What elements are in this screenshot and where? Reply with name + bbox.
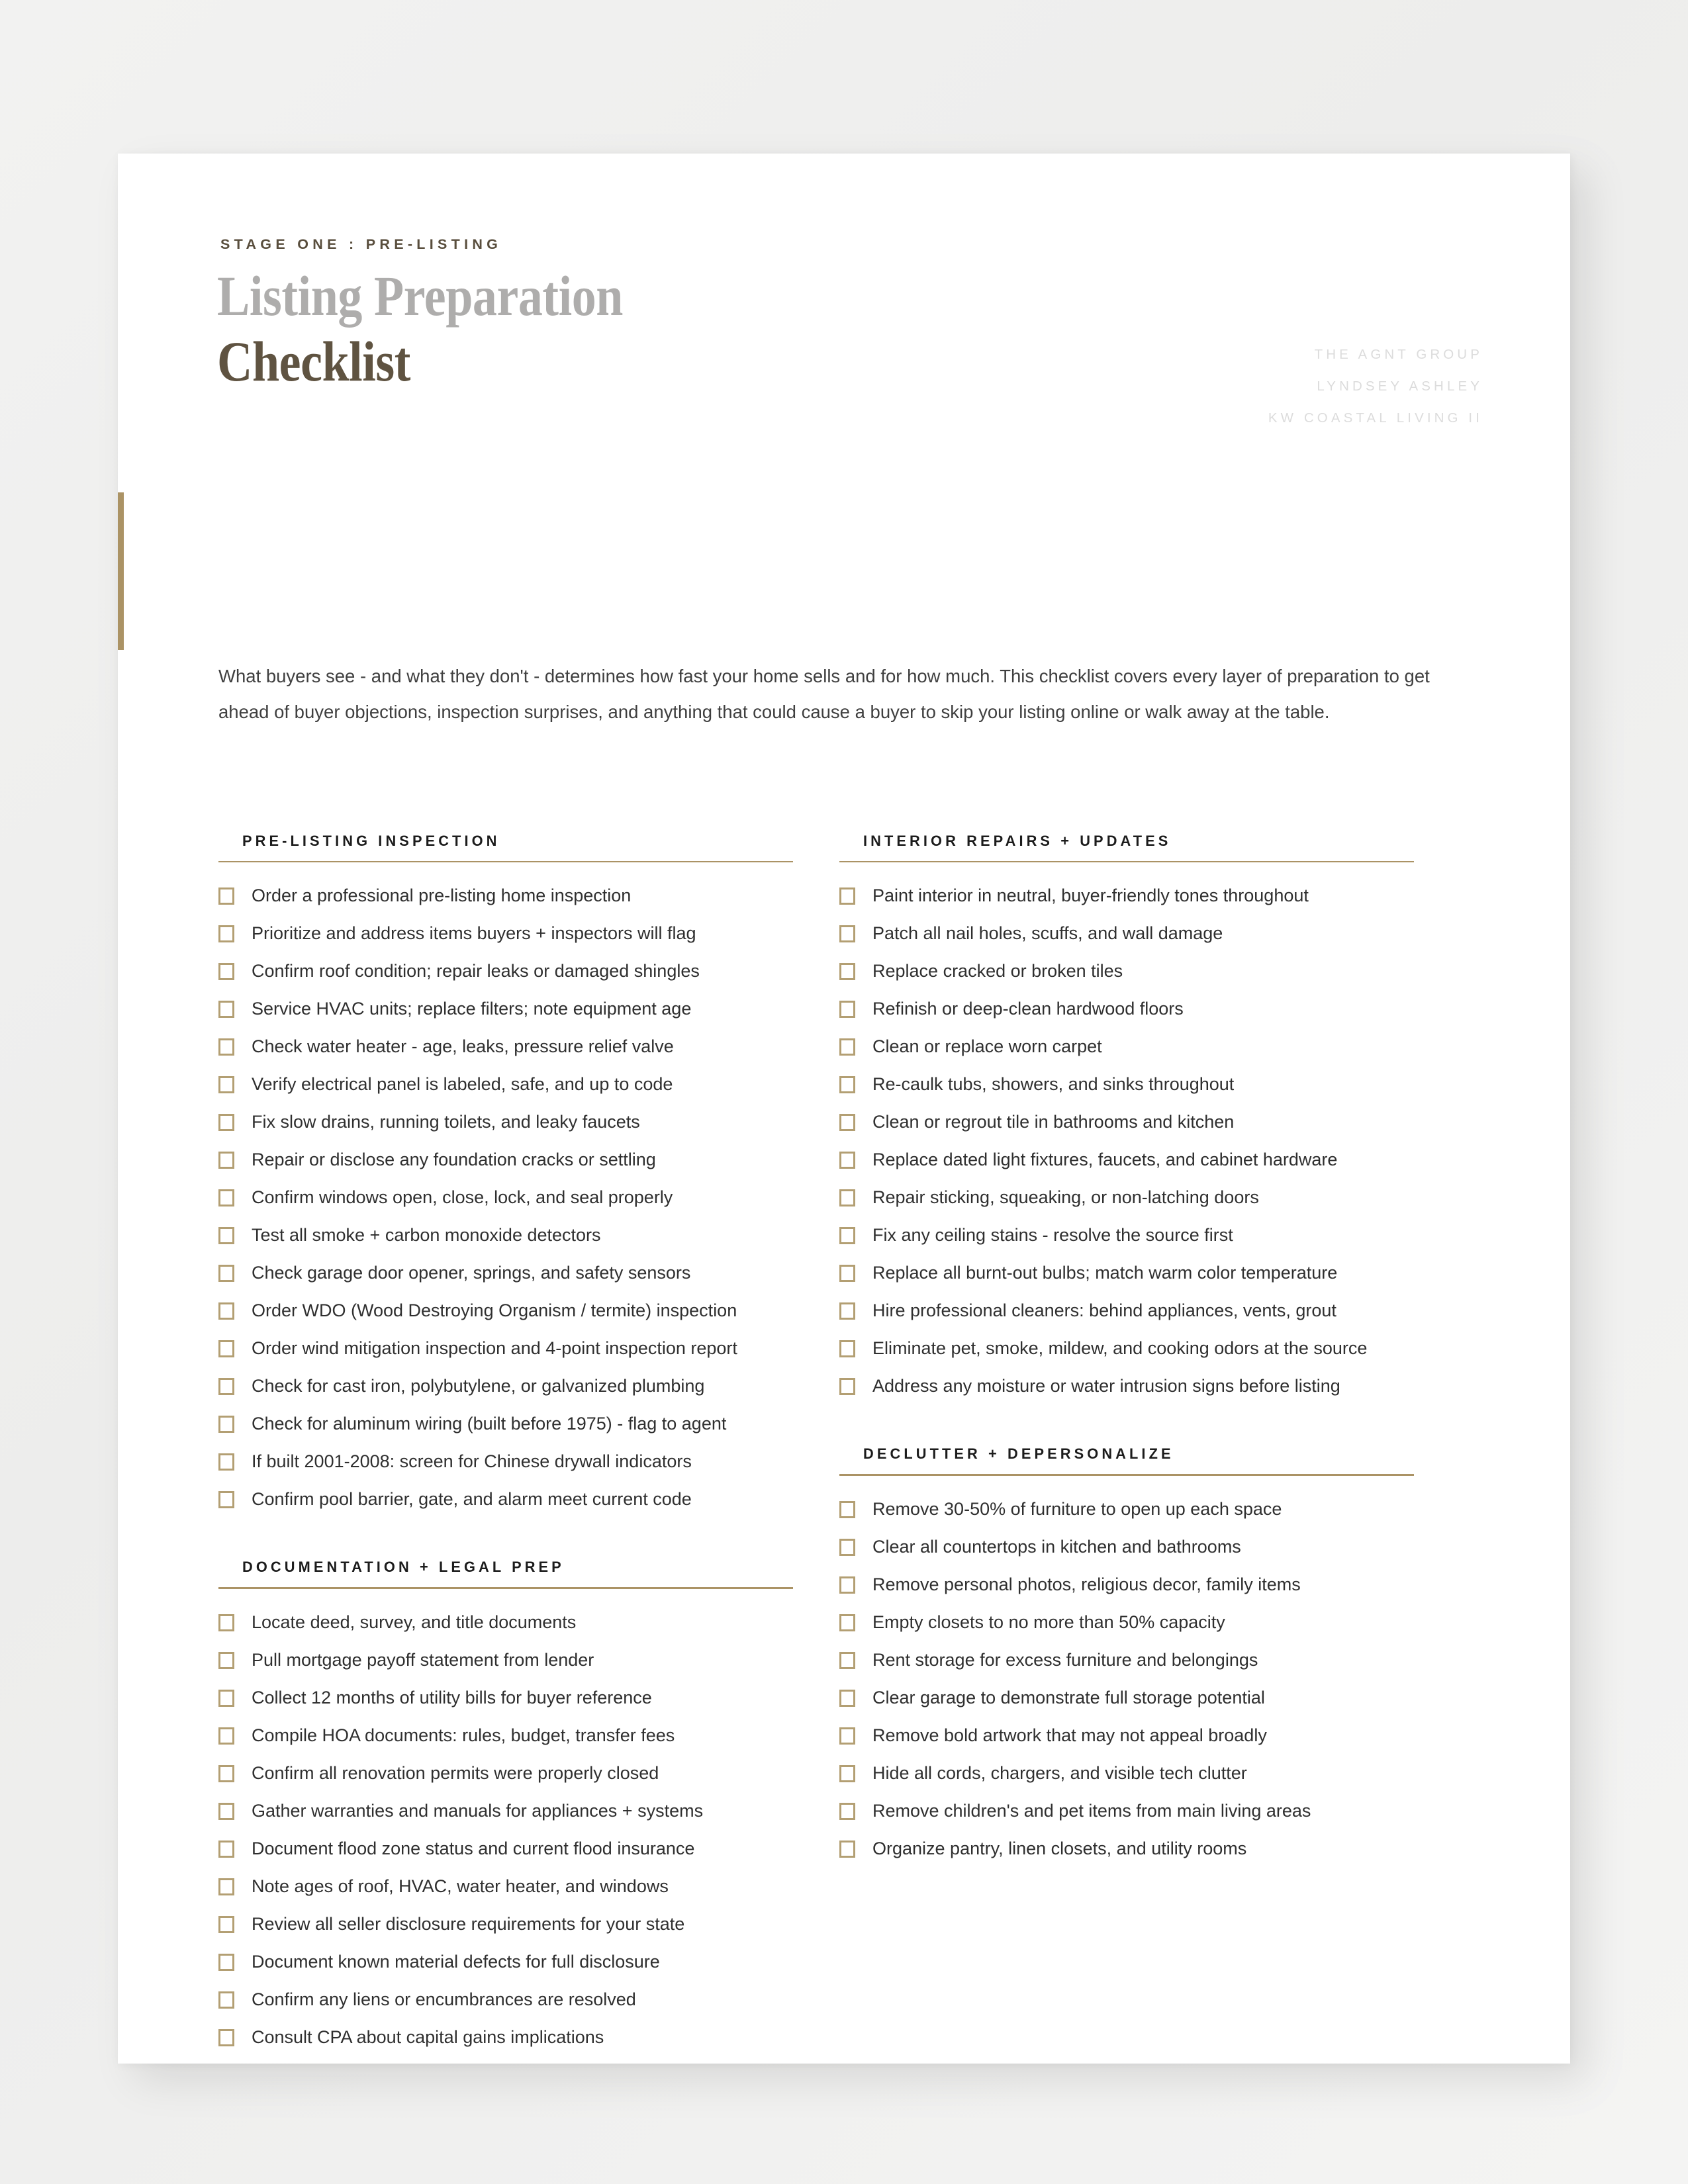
checklist-item[interactable] [839,1148,1414,1186]
checklist-items-declutter-depersonalize [839,1498,1414,1875]
checkbox-icon[interactable] [218,1652,234,1669]
checklist-item[interactable] [218,922,793,960]
checklist-item-label: Document flood zone status and current flood insurance [252,1838,695,1858]
checklist-item[interactable] [839,960,1414,997]
checklist-item[interactable] [839,1073,1414,1111]
checklist-item-label: Organize pantry, linen closets, and utility rooms [872,1838,1247,1858]
checkbox-icon[interactable] [218,1453,234,1471]
checklist-item[interactable] [218,1111,793,1148]
checklist-item-label: Consult CPA about capital gains implications [252,2026,604,2047]
checklist-item-label: Re-caulk tubs, showers, and sinks throughout [872,1074,1235,1095]
checkbox-icon[interactable] [839,1841,855,1858]
checkbox-icon[interactable] [839,887,855,905]
section-interior-repairs-updates [839,833,1414,1412]
page-title-line-1: Listing Preparation [217,264,623,328]
checklist-item[interactable] [218,1375,793,1412]
checklist-page [118,154,1570,2064]
checklist-item[interactable] [839,1186,1414,1224]
checkbox-icon[interactable] [218,2029,234,2046]
checkbox-icon[interactable] [218,1878,234,1895]
checkbox-icon[interactable] [218,1340,234,1357]
checklist-item-label: Document known material defects for full disclosure [252,1951,660,1972]
checklist-item-label: Remove bold artwork that may not appeal broadly [872,1725,1267,1745]
checklist-item-label: Verify electrical panel is labeled, safe, and up to code [252,1074,673,1095]
checklist-item[interactable] [218,1762,793,1799]
checklist-item-label: Prioritize and address items buyers + inspectors will flag [252,923,696,944]
checklist-item-label: Locate deed, survey, and title documents [252,1612,577,1632]
checklist-item[interactable] [218,997,793,1035]
checklist-item[interactable] [218,1611,793,1649]
checklist-item[interactable] [218,1875,793,1913]
checkbox-icon[interactable] [218,1001,234,1018]
checklist-item-label: Remove personal photos, religious decor, family items [872,1574,1301,1594]
checklist-item[interactable] [218,1148,793,1186]
checklist-item-label: Replace cracked or broken tiles [872,961,1123,981]
checkbox-icon[interactable] [218,1152,234,1169]
checkbox-icon[interactable] [839,963,855,980]
checklist-item-label: Remove 30-50% of furniture to open up each space [872,1498,1282,1519]
checklist-item[interactable] [218,960,793,997]
checklist-item-label: Test all smoke + carbon monoxide detectors [252,1225,601,1246]
checkbox-icon[interactable] [218,1765,234,1782]
checklist-item-label: Address any moisture or water intrusion signs before listing [872,1376,1340,1396]
checklist-item[interactable] [218,1299,793,1337]
checklist-item[interactable] [839,1498,1414,1535]
checklist-item-label: Order a professional pre-listing home inspection [252,886,632,906]
checkbox-icon[interactable] [839,1501,855,1518]
checkbox-icon[interactable] [839,1803,855,1820]
checklist-item-label: Hide all cords, chargers, and visible tech clutter [872,1762,1247,1783]
brand-block [1268,339,1483,435]
checklist-item-label: Clean or regrout tile in bathrooms and kitchen [872,1112,1235,1132]
checklist-item[interactable] [218,1988,793,2026]
checkbox-icon[interactable] [218,1265,234,1282]
checklist-item[interactable] [839,1762,1414,1799]
checklist-item[interactable] [218,1686,793,1724]
checklist-items-documentation-legal-prep [218,1611,793,2064]
checklist-item-label: Check for aluminum wiring (built before 1975) - flag to agent [252,1414,727,1434]
section-divider [839,1474,1414,1475]
checklist-items-interior-repairs-updates [839,884,1414,1412]
checklist-item[interactable] [839,1573,1414,1611]
checklist-item-label: Refinish or deep-clean hardwood floors [872,999,1184,1019]
checkbox-icon[interactable] [839,1001,855,1018]
section-divider [839,861,1414,862]
checklist-item[interactable] [839,1224,1414,1261]
checklist-item[interactable] [839,1837,1414,1875]
gold-accent-bar [118,492,124,650]
checklist-item-label: Patch all nail holes, scuffs, and wall damage [872,923,1223,944]
checklist-item[interactable] [839,1299,1414,1337]
checklist-item[interactable] [218,2026,793,2064]
section-divider [218,1587,793,1588]
checklist-item-label: Pull mortgage payoff statement from lender [252,1649,594,1670]
stage-eyebrow: STAGE ONE : PRE-LISTING [220,236,502,252]
checklist-item-label: Review all seller disclosure requirements for your state [252,1913,685,1934]
checkbox-icon[interactable] [218,1491,234,1508]
page-title [217,264,689,394]
checkbox-icon[interactable] [218,1227,234,1244]
section-title-declutter-depersonalize: DECLUTTER + DEPERSONALIZE [863,1445,1174,1463]
checkbox-icon[interactable] [218,1614,234,1631]
checklist-item-label: Repair sticking, squeaking, or non-latching doors [872,1187,1259,1208]
checklist-item-label: Check water heater - age, leaks, pressure relief valve [252,1036,674,1057]
checklist-items-pre-listing-inspection [218,884,793,1525]
section-title-pre-listing-inspection: PRE-LISTING INSPECTION [242,833,500,849]
checklist-item-label: Order WDO (Wood Destroying Organism / termite) inspection [252,1300,737,1321]
checkbox-icon[interactable] [218,1378,234,1395]
checklist-item[interactable] [839,1035,1414,1073]
checkbox-icon[interactable] [218,1803,234,1820]
checklist-item-label: Empty closets to no more than 50% capacity [872,1612,1225,1632]
section-spacer [839,1412,1414,1445]
checkbox-icon[interactable] [218,1189,234,1206]
checklist-item-label: Clear all countertops in kitchen and bathrooms [872,1536,1241,1557]
section-title-interior-repairs-updates: INTERIOR REPAIRS + UPDATES [863,833,1172,849]
checkbox-icon[interactable] [218,1690,234,1707]
checkbox-icon[interactable] [839,1652,855,1669]
right-column [839,833,1414,1875]
checklist-item[interactable] [218,1799,793,1837]
checkbox-icon[interactable] [839,1227,855,1244]
section-declutter-depersonalize [839,1445,1414,1874]
checkbox-icon[interactable] [839,1114,855,1131]
checklist-item-label: Compile HOA documents: rules, budget, transfer fees [252,1725,675,1745]
checklist-item-label: Service HVAC units; replace filters; note equipment age [252,999,692,1019]
checkbox-icon[interactable] [218,925,234,942]
checklist-item[interactable] [839,1111,1414,1148]
brand-agent-name: LYNDSEY ASHLEY [1317,379,1483,394]
checklist-item-label: Remove children's and pet items from main living areas [872,1800,1311,1821]
checkbox-icon[interactable] [218,1416,234,1433]
checkbox-icon[interactable] [218,1076,234,1093]
checklist-item[interactable] [218,1073,793,1111]
section-title-documentation-legal-prep: DOCUMENTATION + LEGAL PREP [242,1559,565,1576]
checklist-item-label: Eliminate pet, smoke, mildew, and cooking odors at the source [872,1338,1368,1359]
checkbox-icon[interactable] [218,1991,234,2009]
checklist-item[interactable] [218,1035,793,1073]
checkbox-icon[interactable] [839,1378,855,1395]
checkbox-icon[interactable] [218,1916,234,1933]
checkbox-icon[interactable] [839,1038,855,1056]
checklist-item-label: Confirm all renovation permits were properly closed [252,1762,659,1783]
checklist-item[interactable] [218,1261,793,1299]
checklist-item-label: Confirm roof condition; repair leaks or damaged shingles [252,961,700,981]
checkbox-icon[interactable] [218,1727,234,1745]
checkbox-icon[interactable] [839,925,855,942]
checkbox-icon[interactable] [839,1727,855,1745]
checkbox-icon[interactable] [839,1690,855,1707]
checklist-item[interactable] [839,1261,1414,1299]
checklist-item-label: Collect 12 months of utility bills for buyer reference [252,1687,652,1707]
checkbox-icon[interactable] [839,1152,855,1169]
checklist-item[interactable] [218,1724,793,1762]
checkbox-icon[interactable] [218,887,234,905]
checklist-item-label: Fix any ceiling stains - resolve the source first [872,1225,1233,1246]
section-documentation-legal-prep [218,1559,793,2063]
checklist-item[interactable] [218,1412,793,1450]
checkbox-icon[interactable] [839,1076,855,1093]
checklist-item-label: Order wind mitigation inspection and 4-point inspection report [252,1338,737,1359]
checklist-item-label: Check for cast iron, polybutylene, or galvanized plumbing [252,1376,705,1396]
checklist-item-label: Clear garage to demonstrate full storage potential [872,1687,1265,1707]
checkbox-icon[interactable] [218,1114,234,1131]
checklist-item[interactable] [839,997,1414,1035]
checklist-item[interactable] [218,1450,793,1488]
checkbox-icon[interactable] [839,1539,855,1556]
checkbox-icon[interactable] [839,1189,855,1206]
checklist-item-label: Confirm pool barrier, gate, and alarm meet current code [252,1489,692,1510]
checklist-item[interactable] [839,884,1414,922]
checkbox-icon[interactable] [839,1765,855,1782]
checklist-item-label: Fix slow drains, running toilets, and leaky faucets [252,1112,640,1132]
checkbox-icon[interactable] [839,1340,855,1357]
brand-brokerage: KW COASTAL LIVING II [1268,410,1483,426]
checklist-item[interactable] [218,1224,793,1261]
checkbox-icon[interactable] [218,1038,234,1056]
checkbox-icon[interactable] [218,1954,234,1971]
checklist-item[interactable] [218,1913,793,1950]
section-pre-listing-inspection [218,833,793,1525]
section-spacer [218,1525,793,1559]
checkbox-icon[interactable] [218,963,234,980]
checklist-item[interactable] [218,884,793,922]
checklist-item[interactable] [839,1337,1414,1375]
checkbox-icon[interactable] [218,1841,234,1858]
checkbox-icon[interactable] [839,1576,855,1594]
left-column [218,833,793,2064]
page-title-line-2: Checklist [217,330,410,394]
checklist-item-label: Hire professional cleaners: behind appliances, vents, grout [872,1300,1336,1321]
checklist-item[interactable] [839,1799,1414,1837]
checklist-item-label: Confirm windows open, close, lock, and seal properly [252,1187,673,1208]
checklist-item[interactable] [839,1724,1414,1762]
checklist-item[interactable] [218,1488,793,1525]
checklist-item[interactable] [218,1950,793,1988]
checklist-item[interactable] [218,1837,793,1875]
checklist-item[interactable] [218,1186,793,1224]
intro-paragraph: What buyers see - and what they don't - determines how fast your home sells and for how much. This checklist covers every layer of preparation to get ahead of buyer objections, inspection surprises, and anything that could cause a buyer to skip your listing online or walk away at the table. [218,666,1430,722]
checklist-item-label: Check garage door opener, springs, and safety sensors [252,1263,691,1283]
section-divider [218,861,793,862]
checklist-item[interactable] [839,922,1414,960]
checklist-item-label: Gather warranties and manuals for appliances + systems [252,1800,704,1821]
checklist-item-label: Replace dated light fixtures, faucets, and cabinet hardware [872,1150,1338,1170]
checklist-item[interactable] [218,1649,793,1686]
checklist-item[interactable] [839,1375,1414,1412]
checklist-item[interactable] [218,1337,793,1375]
checkbox-icon[interactable] [839,1614,855,1631]
checklist-item-label: Note ages of roof, HVAC, water heater, and windows [252,1876,669,1896]
checkbox-icon[interactable] [839,1302,855,1320]
checklist-item-label: Replace all burnt-out bulbs; match warm color temperature [872,1263,1338,1283]
checklist-item-label: Confirm any liens or encumbrances are resolved [252,1989,636,2009]
checklist-item[interactable] [839,1611,1414,1649]
checklist-item[interactable] [839,1535,1414,1573]
checklist-item[interactable] [839,1649,1414,1686]
checklist-item-label: Rent storage for excess furniture and belongings [872,1649,1258,1670]
checklist-item-label: If built 2001-2008: screen for Chinese drywall indicators [252,1451,692,1472]
checklist-item-label: Clean or replace worn carpet [872,1036,1102,1057]
brand-company: THE AGNT GROUP [1314,347,1483,362]
checklist-item-label: Repair or disclose any foundation cracks or settling [252,1150,656,1170]
checklist-item-label: Paint interior in neutral, buyer-friendly tones throughout [872,886,1309,906]
checkbox-icon[interactable] [218,1302,234,1320]
checkbox-icon[interactable] [839,1265,855,1282]
checklist-item[interactable] [839,1686,1414,1724]
